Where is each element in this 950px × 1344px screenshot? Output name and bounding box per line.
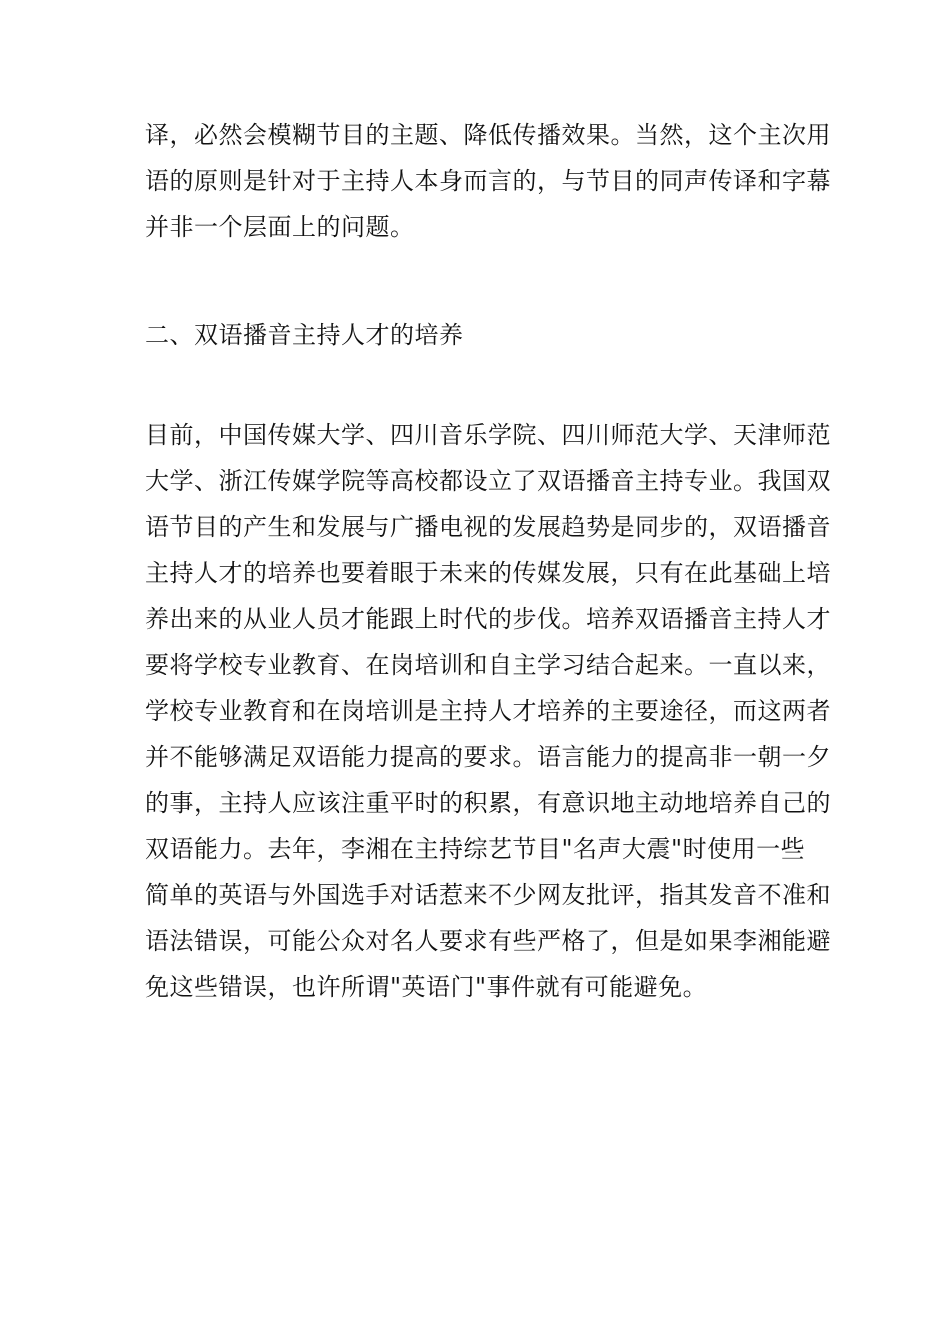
text-line: 目前，中国传媒大学、四川音乐学院、四川师范大学、天津师范 bbox=[145, 421, 831, 449]
text-line: 主持人才的培养也要着眼于未来的传媒发展，只有在此基础上培 bbox=[145, 559, 831, 587]
text-line: 译，必然会模糊节目的主题、降低传播效果。当然，这个主次用 bbox=[145, 121, 831, 149]
section-heading bbox=[145, 312, 810, 358]
paragraph-body bbox=[145, 412, 831, 1010]
paragraph-continued bbox=[145, 112, 831, 250]
text-line: 语的原则是针对于主持人本身而言的，与节目的同声传译和字幕 bbox=[145, 167, 831, 195]
section-heading-text: 二、双语播音主持人才的培养 bbox=[145, 321, 464, 349]
text-line: 要将学校专业教育、在岗培训和自主学习结合起来。一直以来， bbox=[145, 651, 831, 679]
text-line: 简单的英语与外国选手对话惹来不少网友批评，指其发音不准和 bbox=[145, 881, 831, 909]
text-line: 语法错误，可能公众对名人要求有些严格了，但是如果李湘能避 bbox=[145, 927, 831, 955]
text-line: 免这些错误，也许所谓"英语门"事件就有可能避免。 bbox=[145, 973, 708, 1001]
text-line: 学校专业教育和在岗培训是主持人才培养的主要途径，而这两者 bbox=[145, 697, 831, 725]
text-line: 并非一个层面上的问题。 bbox=[145, 213, 415, 241]
text-line: 并不能够满足双语能力提高的要求。语言能力的提高非一朝一夕 bbox=[145, 743, 831, 771]
text-line: 大学、浙江传媒学院等高校都设立了双语播音主持专业。我国双 bbox=[145, 467, 831, 495]
text-line: 双语能力。去年，李湘在主持综艺节目"名声大震"时使用一些 bbox=[145, 835, 806, 863]
text-line: 的事，主持人应该注重平时的积累，有意识地主动地培养自己的 bbox=[145, 789, 831, 817]
text-line: 养出来的从业人员才能跟上时代的步伐。培养双语播音主持人才 bbox=[145, 605, 831, 633]
text-line: 语节目的产生和发展与广播电视的发展趋势是同步的，双语播音 bbox=[145, 513, 831, 541]
